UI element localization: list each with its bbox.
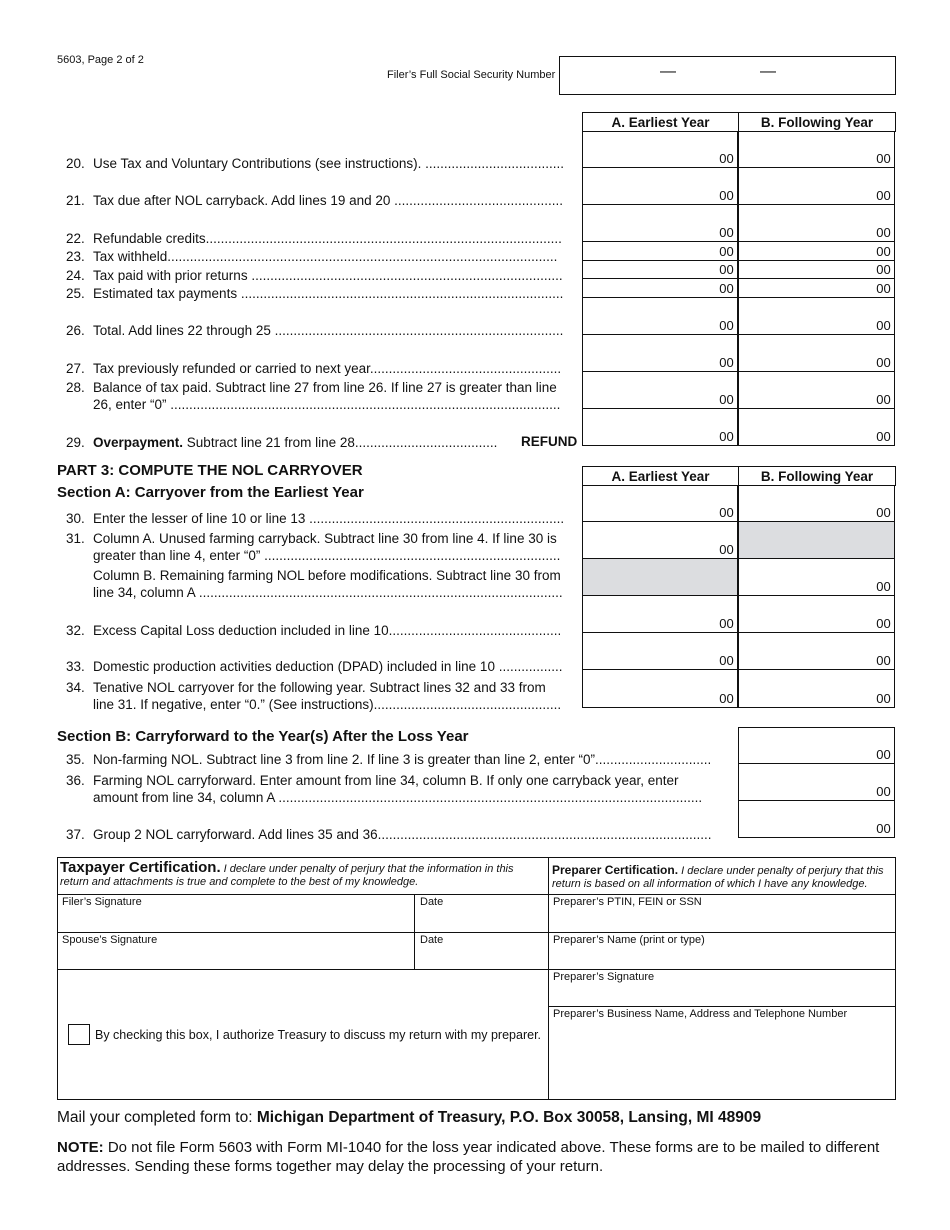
cents-value: 00 [719,355,734,370]
cents-cell [716,131,738,168]
amount-cell[interactable] [582,409,717,446]
amount-cell[interactable] [738,242,874,261]
cents-value: 00 [876,281,891,296]
cents-value: 00 [876,505,891,520]
amount-cell[interactable] [582,131,717,168]
amount-cell [738,522,874,559]
cents-value: 00 [876,392,891,407]
preparer-name-field[interactable]: Preparer’s Name (print or type) [553,934,705,946]
cents-cell [873,727,895,764]
line-34: 34. Tenative NOL carryover for the following year. Subtract lines 32 and 33 from line 31. If negative, enter “0.” (See instructions).................................................. [66,680,562,712]
cents-cell [873,485,895,522]
cents-value: 00 [876,318,891,333]
line-36: 36. Farming NOL carryforward. Enter amount from line 34, column B. If only one carryback year, enter amount from line 34, column A ................................................................................................................. [66,773,703,805]
cents-cell [873,522,895,559]
cents-cell [716,298,738,335]
form-page-number: 5603, Page 2 of 2 [57,54,144,66]
authorize-checkbox[interactable] [68,1024,90,1045]
line-35: 35. Non-farming NOL. Subtract line 3 from line 2. If line 3 is greater than line 2, enter “0”............................... [66,752,712,767]
amount-cell[interactable] [738,131,874,168]
line-26: 26. Total. Add lines 22 through 25 ............................................................................. [66,323,564,338]
amount-cell[interactable] [738,335,874,372]
amount-cell[interactable] [582,372,717,409]
cents-cell [873,633,895,670]
cents-value: 00 [719,542,734,557]
line-31-b: Column B. Remaining farming NOL before modifications. Subtract line 30 from line 34, column A ................................................................................................. [93,568,563,600]
cents-value: 00 [719,281,734,296]
line-21: 21. Tax due after NOL carryback. Add lines 19 and 20 ............................................. [66,193,563,208]
cents-cell [716,242,738,261]
cents-value: 00 [876,579,891,594]
line-27: 27. Tax previously refunded or carried to next year................................................... [66,361,562,376]
cents-value: 00 [876,429,891,444]
cents-value: 00 [719,188,734,203]
amount-cell[interactable] [582,298,717,335]
amount-cell[interactable] [582,485,717,522]
amount-cell[interactable] [738,727,874,764]
amount-cell[interactable] [738,372,874,409]
cents-value: 00 [876,188,891,203]
column-b-header: B. Following Year [738,112,896,132]
ssn-label: Filer’s Full Social Security Number [387,69,556,81]
amount-cell[interactable] [738,205,874,242]
section-a-title: Section A: Carryover from the Earliest Year [57,484,364,501]
cents-cell [873,335,895,372]
column-a-header-2: A. Earliest Year [582,466,739,486]
preparer-certification: Preparer Certification. I declare under penalty of perjury that this return is based on all information of which I have any knowledge. [552,863,884,890]
line-20: 20. Use Tax and Voluntary Contributions (see instructions). ..................................... [66,156,564,171]
amount-cell[interactable] [582,279,717,298]
amount-cell[interactable] [738,670,874,708]
ssn-dash-1: — [660,63,676,80]
cents-cell [873,372,895,409]
cents-cell [716,279,738,298]
cents-cell [873,596,895,633]
cents-value: 00 [719,151,734,166]
spouse-date-field[interactable]: Date [420,934,444,946]
line-22: 22. Refundable credits............................................................................................... [66,231,562,246]
cents-value: 00 [876,653,891,668]
cents-value: 00 [719,262,734,277]
cents-cell [716,335,738,372]
cents-value: 00 [719,429,734,444]
cents-cell [873,261,895,279]
cents-cell [873,801,895,838]
filer-date-field[interactable]: Date [420,896,444,908]
authorize-label: By checking this box, I authorize Treasury to discuss my return with my preparer. [95,1028,542,1042]
amount-cell[interactable] [582,205,717,242]
line-28: 28. Balance of tax paid. Subtract line 27 from line 26. If line 27 is greater than line 26, enter “0” ........................................................................................................ [66,380,561,412]
cents-value: 00 [719,225,734,240]
cents-cell [716,559,738,596]
line-23: 23. Tax withheld........................................................................................................ [66,249,558,264]
line-24: 24. Tax paid with prior returns ................................................................................... [66,268,563,283]
cents-cell [873,670,895,708]
line-30: 30. Enter the lesser of line 10 or line 13 .................................................................... [66,511,565,526]
cents-value: 00 [719,505,734,520]
amount-cell[interactable] [738,559,874,596]
cents-value: 00 [719,244,734,259]
cents-value: 00 [719,392,734,407]
cents-value: 00 [876,784,891,799]
cents-cell [873,764,895,801]
amount-cell[interactable] [582,242,717,261]
cents-value: 00 [876,616,891,631]
cents-cell [716,596,738,633]
amount-cell[interactable] [738,801,874,838]
cents-value: 00 [876,151,891,166]
cents-value: 00 [876,225,891,240]
preparer-signature-field[interactable]: Preparer’s Signature [553,971,655,983]
amount-cell[interactable] [582,335,717,372]
amount-cell[interactable] [738,409,874,446]
amount-cell[interactable] [738,298,874,335]
amount-cell[interactable] [738,633,874,670]
preparer-ptin-field[interactable]: Preparer’s PTIN, FEIN or SSN [553,896,702,908]
amount-cell [582,559,717,596]
cents-cell [716,670,738,708]
section-b-title: Section B: Carryforward to the Year(s) After the Loss Year [57,728,469,745]
note-text: NOTE: Do not file Form 5603 with Form MI-1040 for the loss year indicated above. These forms are to be mailed to different addresses. Sending these forms together may delay the processing of your return. [57,1139,880,1175]
cents-value: 00 [876,747,891,762]
cents-value: 00 [876,821,891,836]
cents-cell [716,372,738,409]
amount-cell[interactable] [582,633,717,670]
cents-cell [873,298,895,335]
amount-cell[interactable] [738,168,874,205]
cents-cell [716,205,738,242]
cents-value: 00 [876,691,891,706]
cents-cell [716,409,738,446]
line-31-a: 31. Column A. Unused farming carryback. Subtract line 30 from line 4. If line 30 is greater than line 4, enter “0” ............................................................................... [66,531,561,563]
ssn-field[interactable] [559,56,896,95]
cents-cell [716,485,738,522]
amount-cell[interactable] [738,596,874,633]
filer-signature-field[interactable]: Filer’s Signature [62,896,142,908]
amount-cell[interactable] [738,279,874,298]
cents-value: 00 [876,355,891,370]
part3-title: PART 3: COMPUTE THE NOL CARRYOVER [57,462,363,479]
cents-value: 00 [876,244,891,259]
refund-label: REFUND [521,434,578,449]
column-b-header-2: B. Following Year [738,466,896,486]
preparer-business-field[interactable]: Preparer’s Business Name, Address and Telephone Number [553,1008,848,1020]
mail-instruction: Mail your completed form to: Michigan Department of Treasury, P.O. Box 30058, Lansing, MI 48909 [57,1109,762,1126]
ssn-dash-2: — [760,63,776,80]
cents-cell [873,279,895,298]
amount-cell[interactable] [738,261,874,279]
cents-value: 00 [719,318,734,333]
cents-cell [873,131,895,168]
amount-cell[interactable] [582,168,717,205]
cents-cell [873,242,895,261]
line-37: 37. Group 2 NOL carryforward. Add lines 35 and 36......................................................................................... [66,827,712,842]
cents-value: 00 [719,691,734,706]
cents-cell [716,633,738,670]
cents-cell [716,168,738,205]
amount-cell[interactable] [582,670,717,708]
amount-cell[interactable] [582,261,717,279]
cents-cell [873,409,895,446]
cents-value: 00 [719,653,734,668]
cents-cell [873,559,895,596]
cents-cell [873,205,895,242]
amount-cell[interactable] [738,764,874,801]
cents-value: 00 [876,262,891,277]
cents-cell [873,168,895,205]
amount-cell[interactable] [582,522,717,559]
line-33: 33. Domestic production activities deduction (DPAD) included in line 10 ................. [66,659,563,674]
cents-cell [716,261,738,279]
line-32: 32. Excess Capital Loss deduction included in line 10.............................................. [66,623,562,638]
cents-value: 00 [719,616,734,631]
amount-cell[interactable] [738,485,874,522]
column-a-header: A. Earliest Year [582,112,739,132]
cents-cell [716,522,738,559]
taxpayer-certification: Taxpayer Certification. I declare under penalty of perjury that the information in this return and attachments is true and complete to the best of my knowledge. [60,859,514,888]
amount-cell[interactable] [582,596,717,633]
line-25: 25. Estimated tax payments ...................................................................................... [66,286,564,301]
spouse-signature-field[interactable]: Spouse’s Signature [62,934,158,946]
line-29: 29. Overpayment. Subtract line 21 from line 28...................................... [66,435,498,450]
